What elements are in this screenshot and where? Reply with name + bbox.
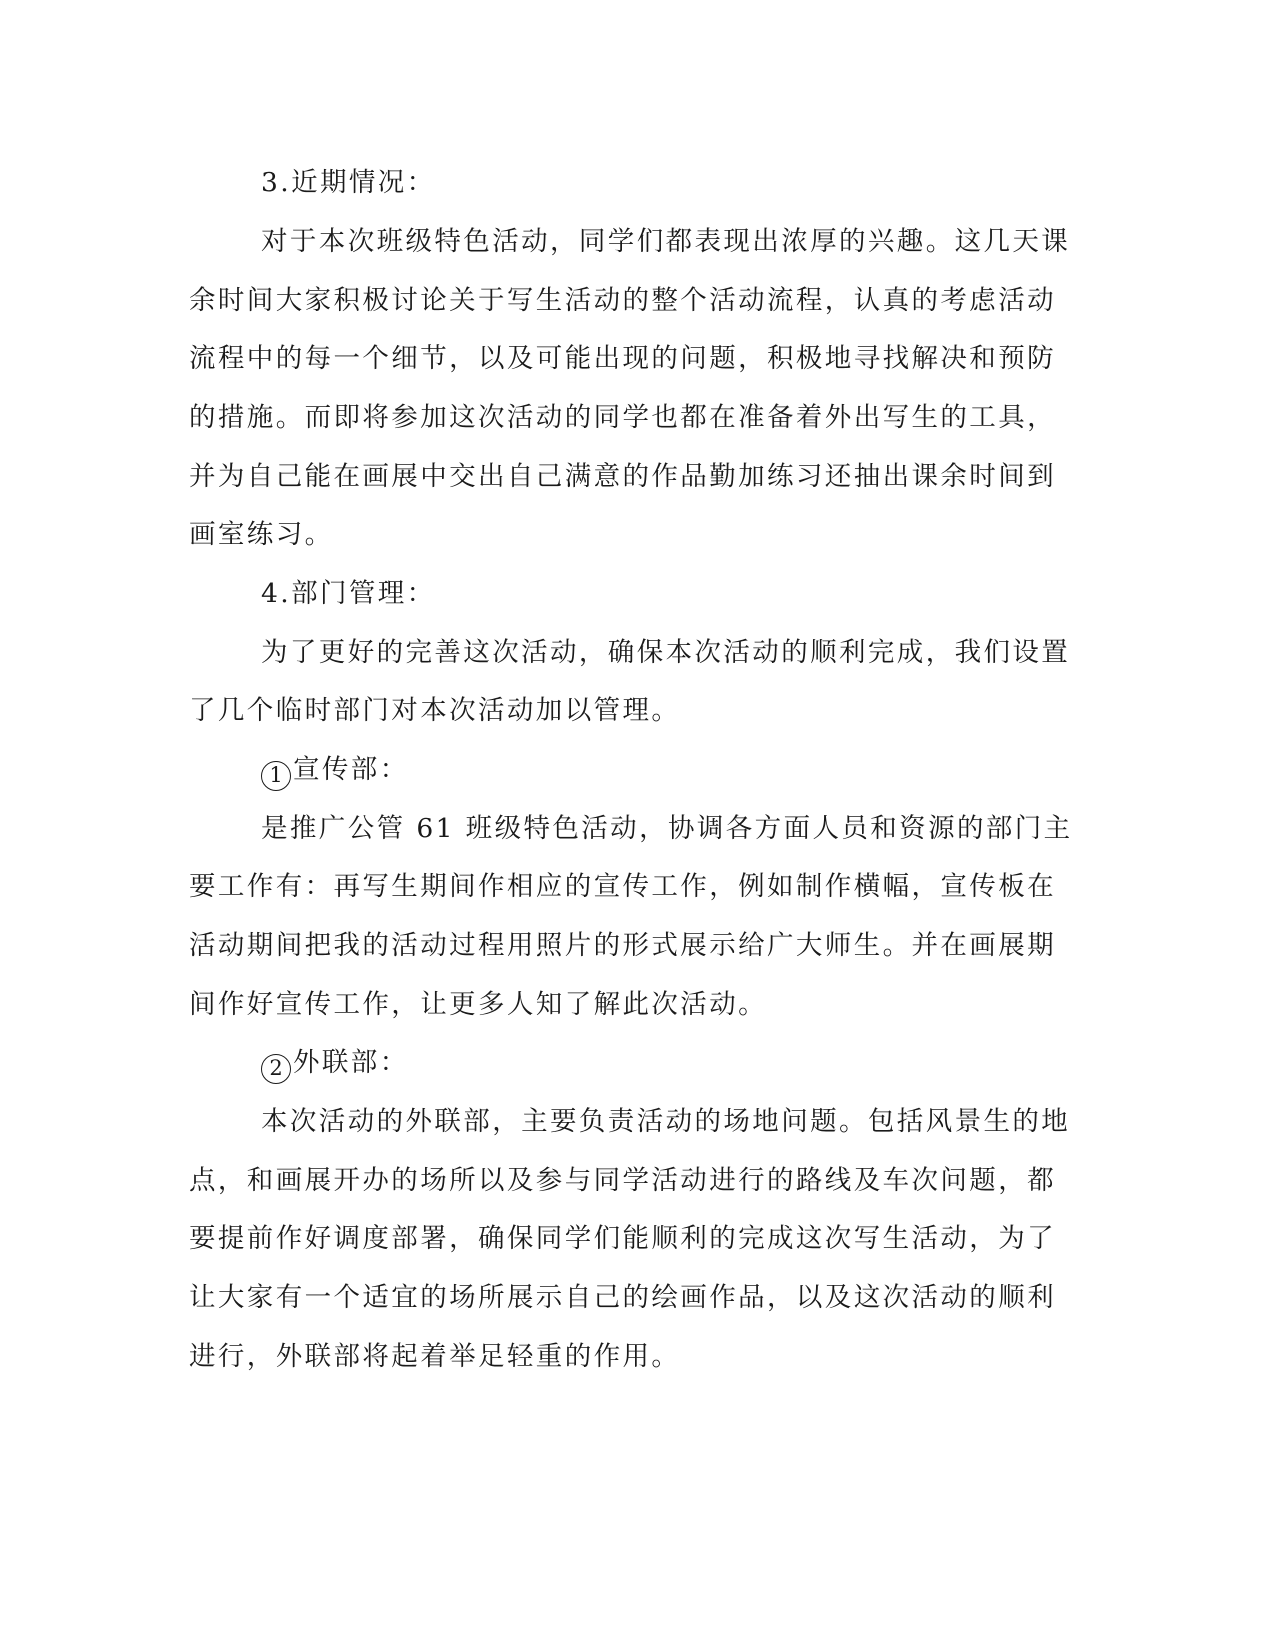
paragraph-line: 是推广公管 61 班级特色活动，协调各方面人员和资源的部门主 <box>261 813 1073 844</box>
paragraph-line: 活动期间把我的活动过程用照片的形式展示给广大师生。并在画展期 <box>189 930 1056 961</box>
paragraph-line: 余时间大家积极讨论关于写生活动的整个活动流程，认真的考虑活动 <box>189 285 1056 316</box>
paragraph-line: 的措施。而即将参加这次活动的同学也都在准备着外出写生的工具， <box>189 402 1056 433</box>
circled-number-2: 2 <box>261 1054 291 1084</box>
dept-2-heading <box>261 1047 1161 1084</box>
dept-2-title: 外联部： <box>293 1047 409 1078</box>
paragraph-line: 本次活动的外联部，主要负责活动的场地问题。包括风景生的地 <box>261 1106 1071 1137</box>
paragraph-line: 让大家有一个适宜的场所展示自己的绘画作品，以及这次活动的顺利 <box>189 1282 1056 1313</box>
paragraph-line: 了几个临时部门对本次活动加以管理。 <box>189 695 681 726</box>
paragraph-line: 画室练习。 <box>189 519 334 550</box>
paragraph-line: 要工作有：再写生期间作相应的宣传工作，例如制作横幅，宣传板在 <box>189 871 1056 902</box>
paragraph-line: 要提前作好调度部署，确保同学们能顺利的完成这次写生活动，为了 <box>189 1223 1056 1254</box>
dept-1-title: 宣传部： <box>293 754 409 785</box>
paragraph-line: 间作好宣传工作，让更多人知了解此次活动。 <box>189 989 767 1020</box>
paragraph-line: 对于本次班级特色活动，同学们都表现出浓厚的兴趣。这几天课 <box>261 226 1071 257</box>
paragraph-line: 流程中的每一个细节，以及可能出现的问题，积极地寻找解决和预防 <box>189 343 1056 374</box>
section-3-heading: 3.近期情况： <box>261 167 436 198</box>
dept-1-heading <box>261 754 1161 791</box>
paragraph-line: 为了更好的完善这次活动，确保本次活动的顺利完成，我们设置 <box>261 637 1071 668</box>
paragraph-line: 进行，外联部将起着举足轻重的作用。 <box>189 1341 681 1372</box>
paragraph-line: 并为自己能在画展中交出自己满意的作品勤加练习还抽出课余时间到 <box>189 461 1056 492</box>
circled-number-1: 1 <box>261 761 291 791</box>
paragraph-line: 点，和画展开办的场所以及参与同学活动进行的路线及车次问题，都 <box>189 1165 1056 1196</box>
section-4-heading: 4.部门管理： <box>261 578 436 609</box>
